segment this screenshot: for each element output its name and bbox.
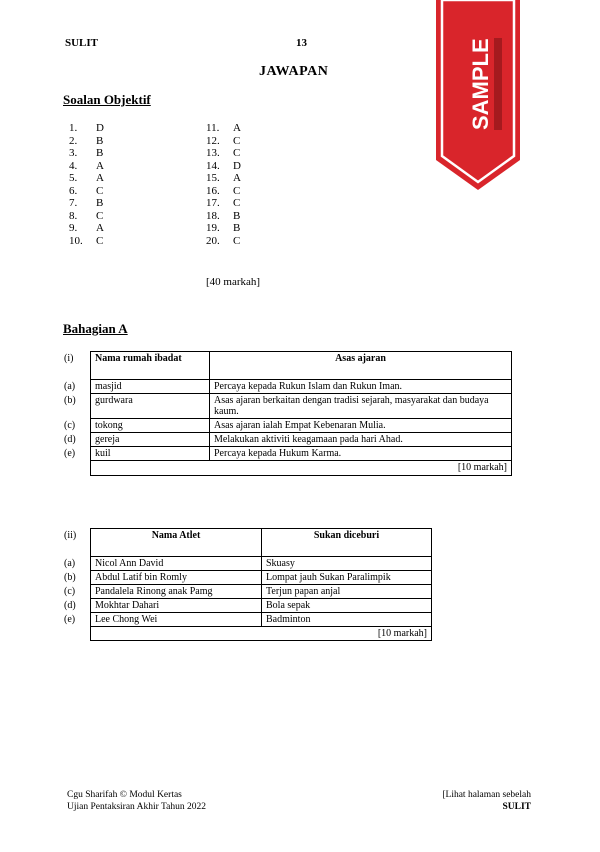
row-detail: Asas ajaran ialah Empat Kebenaran Mulia. — [210, 419, 512, 433]
answers-col2 — [206, 122, 241, 247]
answer-item — [206, 222, 241, 235]
answer-number: 4. — [69, 159, 78, 172]
table2-col1-header: Nama Atlet — [91, 529, 262, 557]
row-label: (e) — [64, 447, 76, 459]
answer-item — [69, 235, 104, 248]
row-name: kuil — [91, 447, 210, 461]
answer-item — [206, 160, 241, 173]
answer-item — [206, 235, 241, 248]
footer-left — [67, 789, 206, 813]
answer-item — [69, 222, 104, 235]
table-atlet — [62, 528, 432, 641]
answer-letter: C — [233, 197, 241, 209]
answer-letter: C — [96, 184, 104, 197]
answer-letter: C — [233, 134, 241, 147]
answer-letter: A — [96, 222, 104, 234]
footer-author: Cgu Sharifah © Modul Kertas — [67, 790, 182, 800]
answer-number: 14. — [206, 159, 220, 172]
table-row — [62, 394, 512, 419]
table-row — [62, 380, 512, 394]
row-label: (a) — [64, 557, 76, 569]
answer-number: 19. — [206, 222, 220, 234]
row-name: gereja — [91, 433, 210, 447]
answer-number: 18. — [206, 209, 220, 222]
answer-number: 16. — [206, 184, 220, 197]
answer-letter: A — [233, 122, 241, 134]
footer-exam: Ujian Pentaksiran Akhir Tahun 2022 — [67, 802, 207, 812]
answer-item — [69, 147, 104, 160]
answer-item — [206, 147, 241, 160]
answer-letter: A — [96, 159, 104, 172]
answer-letter: B — [96, 134, 104, 147]
section-a-heading: Bahagian A — [63, 321, 128, 336]
row-label: (a) — [64, 380, 76, 392]
answer-letter: D — [96, 122, 104, 134]
row-detail: Bola sepak — [262, 599, 432, 613]
answer-letter: C — [96, 234, 104, 247]
row-detail: Terjun papan anjal — [262, 585, 432, 599]
answer-item — [69, 197, 104, 210]
watermark-text: SAMPLE — [468, 38, 493, 130]
table2-col2-header: Sukan diceburi — [262, 529, 432, 557]
header-sulit: SULIT — [65, 37, 99, 49]
answer-number: 8. — [69, 209, 78, 222]
table2-part-label: (ii) — [64, 529, 77, 541]
row-name: Mokhtar Dahari — [91, 599, 262, 613]
row-label: (c) — [64, 419, 76, 431]
row-detail: Percaya kepada Hukum Karma. — [210, 447, 512, 461]
answer-letter: A — [233, 172, 241, 184]
answer-letter: C — [233, 184, 241, 197]
row-label: (b) — [64, 394, 76, 406]
answer-number: 7. — [69, 197, 78, 209]
row-name: tokong — [91, 419, 210, 433]
answer-item — [69, 172, 104, 185]
footer-right — [442, 789, 531, 813]
answer-number: 3. — [69, 147, 78, 159]
row-detail: Lompat jauh Sukan Paralimpik — [262, 571, 432, 585]
answer-number: 20. — [206, 234, 220, 247]
row-name: gurdwara — [91, 394, 210, 419]
footer-next-page: [Lihat halaman sebelah — [442, 790, 531, 800]
row-detail: Melakukan aktiviti keagamaan pada hari Ahad. — [210, 433, 512, 447]
row-detail: Asas ajaran berkaitan dengan tradisi sejarah, masyarakat dan budaya kaum. — [210, 394, 512, 419]
row-detail: Badminton — [262, 613, 432, 627]
answer-item — [69, 185, 104, 198]
objective-marks: [40 markah] — [206, 276, 261, 288]
answer-number: 5. — [69, 172, 78, 184]
row-detail: Percaya kepada Rukun Islam dan Rukun Iman. — [210, 380, 512, 394]
answer-item — [69, 122, 104, 135]
row-label: (e) — [64, 613, 76, 625]
table-row — [62, 585, 432, 599]
answer-letter: C — [233, 234, 241, 247]
answer-letter: A — [96, 172, 104, 184]
row-label: (b) — [64, 571, 76, 583]
answer-item — [69, 135, 104, 148]
answer-item — [206, 135, 241, 148]
answer-letter: B — [96, 197, 104, 209]
table-row — [62, 447, 512, 461]
answer-item — [206, 122, 241, 135]
page-title: JAWAPAN — [259, 64, 329, 79]
row-name: Abdul Latif bin Romly — [91, 571, 262, 585]
table-row — [62, 613, 432, 627]
answer-number: 12. — [206, 134, 220, 147]
table1-col1-header: Nama rumah ibadat — [91, 352, 210, 380]
row-name: masjid — [91, 380, 210, 394]
footer-sulit: SULIT — [502, 802, 531, 812]
answer-letter: D — [233, 159, 241, 172]
answer-item — [69, 210, 104, 223]
answer-letter: B — [233, 222, 241, 234]
objective-heading: Soalan Objektif — [63, 92, 151, 107]
row-name: Pandalela Rinong anak Pamg — [91, 585, 262, 599]
table-row — [62, 557, 432, 571]
row-label: (d) — [64, 433, 76, 445]
answer-letter: B — [233, 209, 241, 222]
row-detail: Skuasy — [262, 557, 432, 571]
answer-letter: C — [96, 209, 104, 222]
answer-item — [206, 197, 241, 210]
answer-item — [206, 172, 241, 185]
table-row — [62, 599, 432, 613]
answer-number: 2. — [69, 134, 78, 147]
row-name: Nicol Ann David — [91, 557, 262, 571]
answer-number: 10. — [69, 234, 83, 247]
row-label: (d) — [64, 599, 76, 611]
row-name: Lee Chong Wei — [91, 613, 262, 627]
row-label: (c) — [64, 585, 76, 597]
answer-item — [206, 185, 241, 198]
answer-number: 11. — [206, 122, 220, 134]
answer-letter: B — [96, 147, 104, 159]
answer-letter: C — [233, 147, 241, 159]
answer-item — [69, 160, 104, 173]
table-rumah-ibadat — [62, 351, 512, 476]
answer-number: 9. — [69, 222, 78, 234]
answer-number: 15. — [206, 172, 220, 184]
table1-col2-header: Asas ajaran — [210, 352, 512, 380]
table1-marks: [10 markah] — [91, 461, 512, 476]
answer-number: 17. — [206, 197, 220, 209]
table1-part-label: (i) — [64, 352, 74, 364]
table-row — [62, 571, 432, 585]
answer-number: 6. — [69, 184, 78, 197]
table-row — [62, 419, 512, 433]
answer-number: 1. — [69, 122, 78, 134]
answer-item — [206, 210, 241, 223]
answers-col1 — [69, 122, 104, 247]
page-number: 13 — [296, 37, 307, 49]
table2-marks: [10 markah] — [91, 627, 432, 641]
table-row — [62, 433, 512, 447]
answer-number: 13. — [206, 147, 220, 159]
sample-watermark — [436, 0, 520, 190]
